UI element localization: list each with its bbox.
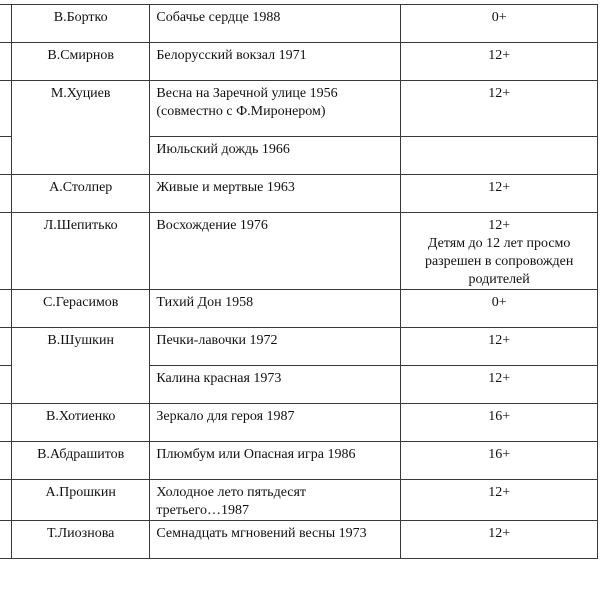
director-cell: В.Абдрашитов bbox=[12, 442, 150, 480]
age-rating-cell: 12+ bbox=[401, 366, 598, 404]
age-rating-cell bbox=[401, 213, 598, 290]
film-title-line: Холодное лето пятьдесят bbox=[156, 485, 307, 500]
table-row bbox=[0, 213, 598, 290]
film-cell: Собачье сердце 1988 bbox=[150, 5, 401, 43]
director-cell: В.Бортко bbox=[12, 5, 150, 43]
table-row bbox=[0, 442, 598, 480]
age-note-line: родителей bbox=[468, 272, 530, 287]
film-cell: Тихий Дон 1958 bbox=[150, 290, 401, 328]
director-cell: В.Смирнов bbox=[12, 43, 150, 81]
age-rating-cell bbox=[401, 137, 598, 175]
director-cell: В.Шушкин bbox=[12, 328, 150, 404]
director-cell: С.Герасимов bbox=[12, 290, 150, 328]
row-number-cell bbox=[0, 5, 12, 43]
film-cell bbox=[150, 81, 401, 137]
table-row bbox=[0, 290, 598, 328]
film-title-line: Весна на Заречной улице 1956 bbox=[156, 86, 338, 101]
age-rating-cell: 12+ bbox=[401, 175, 598, 213]
row-number-cell bbox=[0, 442, 12, 480]
row-number-cell bbox=[0, 213, 12, 290]
age-rating-cell: 12+ bbox=[401, 43, 598, 81]
age-rating-cell: 12+ bbox=[401, 328, 598, 366]
film-cell: Июльский дождь 1966 bbox=[150, 137, 401, 175]
director-cell: В.Хотиенко bbox=[12, 404, 150, 442]
table-row bbox=[0, 175, 598, 213]
row-number-cell bbox=[0, 290, 12, 328]
director-cell: Т.Лиознова bbox=[12, 521, 150, 559]
row-number-cell bbox=[0, 366, 12, 404]
row-number-cell bbox=[0, 43, 12, 81]
film-title-line: (совместно с Ф.Миронером) bbox=[156, 104, 326, 119]
row-number-cell bbox=[0, 328, 12, 366]
table-row bbox=[0, 5, 598, 43]
age-rating-cell: 12+ bbox=[401, 521, 598, 559]
film-cell: Плюмбум или Опасная игра 1986 bbox=[150, 442, 401, 480]
table-row bbox=[0, 404, 598, 442]
director-cell: Л.Шепитько bbox=[12, 213, 150, 290]
row-number-cell bbox=[0, 404, 12, 442]
film-cell: Белорусский вокзал 1971 bbox=[150, 43, 401, 81]
age-rating-cell: 16+ bbox=[401, 404, 598, 442]
age-rating-cell: 12+ bbox=[401, 81, 598, 137]
table-row bbox=[0, 43, 598, 81]
row-number-cell bbox=[0, 81, 12, 137]
table-row bbox=[0, 480, 598, 521]
director-cell: А.Столпер bbox=[12, 175, 150, 213]
age-rating-cell: 0+ bbox=[401, 290, 598, 328]
film-cell: Печки-лавочки 1972 bbox=[150, 328, 401, 366]
age-note-line: разрешен в сопровожден bbox=[424, 254, 574, 269]
film-title-line: третьего…1987 bbox=[156, 503, 249, 518]
film-cell: Семнадцать мгновений весны 1973 bbox=[150, 521, 401, 559]
film-cell: Восхождение 1976 bbox=[150, 213, 401, 290]
row-number-cell bbox=[0, 480, 12, 521]
film-cell: Живые и мертвые 1963 bbox=[150, 175, 401, 213]
director-cell: М.Хуциев bbox=[12, 81, 150, 175]
film-cell bbox=[150, 480, 401, 521]
films-table bbox=[0, 4, 598, 559]
row-number-cell bbox=[0, 521, 12, 559]
table-row bbox=[0, 81, 598, 137]
film-cell: Зеркало для героя 1987 bbox=[150, 404, 401, 442]
age-rating-cell: 0+ bbox=[401, 5, 598, 43]
film-cell: Калина красная 1973 bbox=[150, 366, 401, 404]
age-rating-cell: 16+ bbox=[401, 442, 598, 480]
table-row bbox=[0, 328, 598, 366]
age-rating-value: 12+ bbox=[488, 218, 511, 233]
table-row bbox=[0, 521, 598, 559]
director-cell: А.Прошкин bbox=[12, 480, 150, 521]
age-note-line: Детям до 12 лет просмо bbox=[427, 236, 571, 251]
row-number-cell bbox=[0, 175, 12, 213]
age-rating-cell: 12+ bbox=[401, 480, 598, 521]
row-number-cell bbox=[0, 137, 12, 175]
